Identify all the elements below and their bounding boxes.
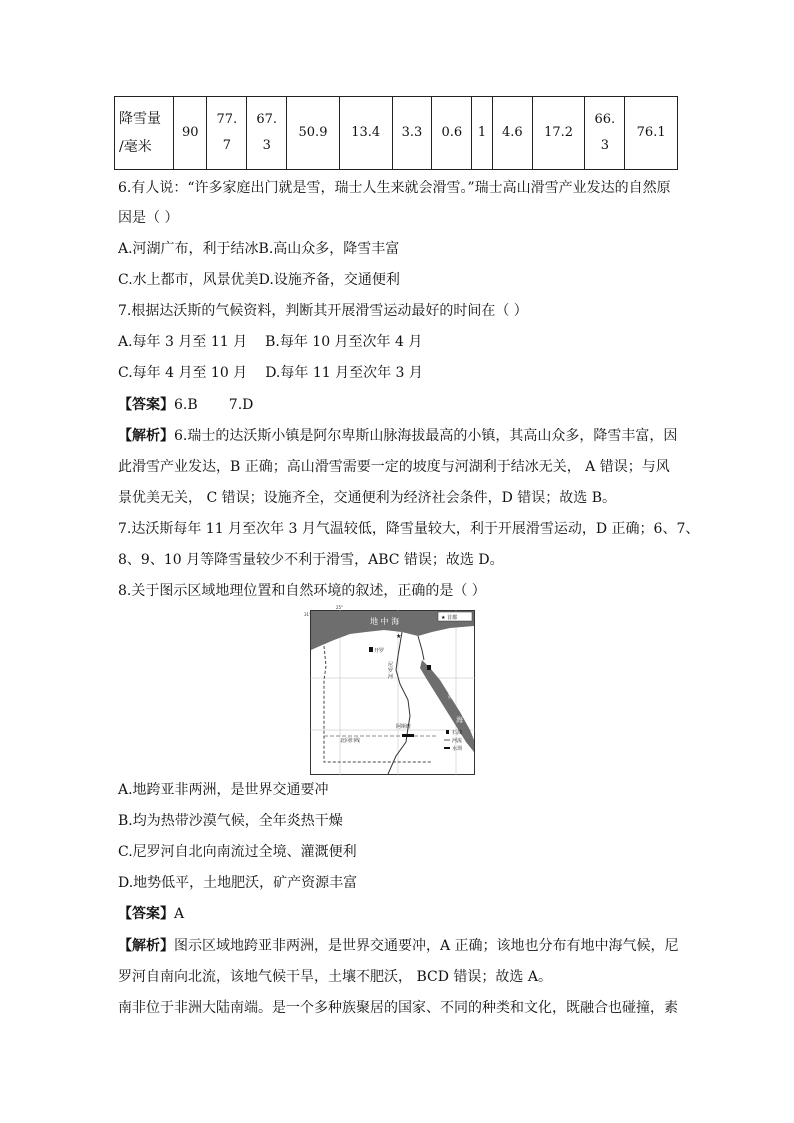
- nile-label-2: 罗: [388, 668, 394, 674]
- table-cell: [432, 97, 472, 170]
- analysis-tag: 【解析】: [118, 938, 174, 954]
- lon-tick: 25°: [336, 605, 344, 610]
- cell-text: 3: [600, 138, 609, 153]
- q7-options-ab: [118, 332, 422, 352]
- option-d: D.每年 11 月至次年 3 月: [265, 365, 423, 381]
- capital-legend: ★ 首都: [441, 615, 458, 621]
- analysis-6-line1: [118, 426, 677, 446]
- analysis-8-line2: 罗河自南向北流，该地气候干旱，土壤不肥沃， BCD 错误；故选 A。: [118, 969, 552, 985]
- cell-text: 50.9: [298, 125, 328, 140]
- header-line: /毫米: [119, 139, 152, 155]
- table-cell: [207, 97, 247, 170]
- answer-tag: 【答案】: [118, 397, 174, 413]
- table-cell: [287, 97, 340, 170]
- red-sea-label-2: 海: [456, 716, 463, 724]
- snowfall-table: [114, 96, 678, 170]
- table-row: [115, 97, 678, 170]
- legend-river: 河流: [452, 738, 463, 744]
- analysis-7-line2: 8、9、10 月等降雪量较少不利于滑雪，ABC 错误；故选 D。: [118, 552, 504, 568]
- egypt-map: [304, 605, 475, 775]
- q8-option-c: C.尼罗河自北向南流过全境、灌溉便利: [118, 844, 357, 860]
- cell-text: 67.: [256, 112, 278, 127]
- aswan-label: 阿斯旺: [396, 724, 412, 730]
- q6-stem-line1: 6.有人说：“许多家庭出门就是雪，瑞士人生来就会滑雪。”瑞士高山滑雪产业发达的自然原: [118, 180, 671, 196]
- q8-option-d: D.地势低平，土地肥沃，矿产资源丰富: [118, 875, 358, 891]
- red-sea-label-1: 红: [448, 692, 455, 700]
- analysis-6-line3: 景优美无关， C 错误；设施齐全，交通便利为经济社会条件，D 错误；故选 B。: [118, 490, 617, 506]
- table-cell: [247, 97, 287, 170]
- table-cell: [174, 97, 207, 170]
- cell-text: 3.3: [401, 125, 423, 140]
- cell-text: 17.2: [544, 125, 574, 140]
- option-c: C.每年 4 月至 10 月: [118, 365, 248, 381]
- q8-option-a: A.地跨亚非两洲，是世界交通要冲: [118, 782, 329, 798]
- analysis-6-line2: 此滑雪产业发达，B 正确；高山滑雪需要一定的坡度与河湖利于结冰无关， A 错误；与风: [118, 459, 670, 475]
- aswan-dam: [402, 734, 414, 737]
- sea-label: 地 中 海: [370, 617, 400, 626]
- analysis-7-line1: 7.达沃斯每年 11 月至次年 3 月气温较低，降雪量较大，利于开展滑雪运动，D 正确；6、7、: [118, 521, 700, 537]
- capital-star: ★: [396, 633, 402, 640]
- table-cell: [339, 97, 392, 170]
- q8-stem: 8.关于图示区域地理位置和自然环境的叙述，正确的是（ ）: [118, 583, 486, 599]
- analysis-tag: 【解析】: [118, 428, 174, 444]
- cell-text: 13.4: [351, 125, 381, 140]
- cell-text: 0.6: [441, 125, 463, 140]
- table-cell: [392, 97, 432, 170]
- oil-marker: [427, 665, 431, 670]
- cell-text: 90: [181, 125, 199, 140]
- cell-text: 66.: [594, 112, 616, 127]
- q8-option-b: B.均为热带沙漠气候，全年炎热干燥: [118, 813, 343, 829]
- answer-8: [118, 904, 184, 924]
- answer-6-7: [118, 395, 253, 415]
- table-cell: [625, 97, 678, 170]
- oil-marker: [369, 647, 373, 652]
- table-cell: [585, 97, 625, 170]
- table-cell: [532, 97, 585, 170]
- lat-tick-top: 31°: [304, 612, 312, 617]
- tropic-label: 北回归线: [340, 738, 361, 744]
- cell-text: 77.: [216, 112, 238, 127]
- cell-text: 4.6: [501, 125, 523, 140]
- table-header-cell: [115, 97, 174, 170]
- table-cell: [492, 97, 532, 170]
- table-cell: [472, 97, 493, 170]
- analysis-text: 6.瑞士的达沃斯小镇是阿尔卑斯山脉海拔最高的小镇，其高山众多，降雪丰富，因: [174, 428, 678, 444]
- cairo-label: 开罗: [374, 648, 385, 654]
- answer-text: 6.B 7.D: [174, 397, 254, 413]
- option-a: A.每年 3 月至 11 月: [118, 334, 248, 350]
- closing-paragraph: 南非位于非洲大陆南端。是一个多种族聚居的国家、不同的种类和文化，既融合也碰撞，素: [118, 1000, 678, 1016]
- q6-stem-line2: 因是（ ）: [118, 210, 179, 226]
- cell-text: 7: [222, 138, 231, 153]
- legend-dam-icon: [444, 747, 450, 749]
- answer-text: A: [174, 906, 185, 922]
- legend-oil-icon: [446, 730, 449, 734]
- legend-dam: 水坝: [452, 746, 463, 752]
- nile-label-3: 河: [388, 674, 394, 680]
- answer-tag: 【答案】: [118, 906, 174, 922]
- legend-oil: 石油: [452, 730, 463, 736]
- q7-options-cd: [118, 363, 423, 383]
- cell-text: 1: [477, 125, 487, 140]
- option-b: B.每年 10 月至次年 4 月: [265, 334, 423, 350]
- q7-stem: 7.根据达沃斯的气候资料，判断其开展滑雪运动最好的时间在（ ）: [118, 303, 528, 319]
- analysis-8-line1: [118, 936, 679, 956]
- analysis-text: 图示区域地跨亚非两洲，是世界交通要冲，A 正确；该地也分布有地中海气候，尼: [174, 938, 679, 954]
- q6-options-ab: A.河湖广布，利于结冰B.高山众多，降雪丰富: [118, 241, 400, 257]
- nile-label-1: 尼: [388, 662, 394, 668]
- map-figure: [304, 605, 475, 775]
- q6-options-cd: C.水上都市，风景优美D.设施齐备，交通便利: [118, 272, 400, 288]
- header-line: 降雪量: [119, 111, 161, 127]
- cell-text: 3: [262, 138, 271, 153]
- cell-text: 76.1: [636, 125, 666, 140]
